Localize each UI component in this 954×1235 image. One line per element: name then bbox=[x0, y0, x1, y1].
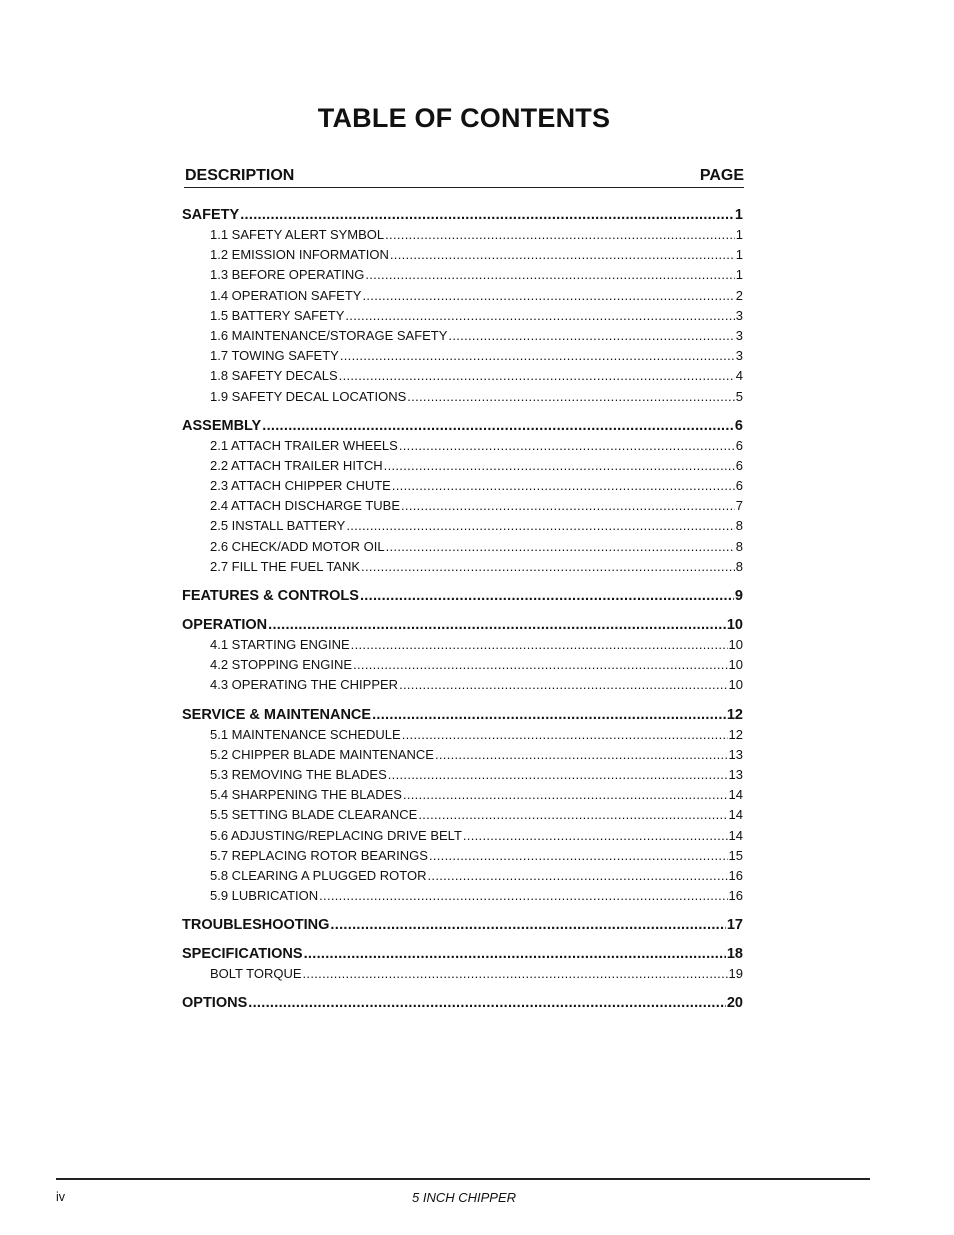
toc-entry[interactable] bbox=[182, 539, 743, 559]
toc-section-heading-label: SPECIFICATIONS bbox=[182, 946, 303, 963]
footer-divider bbox=[56, 1178, 870, 1180]
dot-leader bbox=[303, 966, 728, 981]
toc-entry-label: 1.3 BEFORE OPERATING bbox=[210, 267, 365, 283]
toc-entry-label: 5.2 CHIPPER BLADE MAINTENANCE bbox=[210, 746, 434, 762]
toc-entry-label: 5.3 REMOVING THE BLADES bbox=[210, 766, 387, 782]
toc-section-heading[interactable] bbox=[182, 418, 743, 438]
dot-leader bbox=[372, 707, 726, 723]
dot-leader bbox=[399, 677, 727, 692]
toc-entry[interactable] bbox=[182, 637, 743, 657]
dot-leader bbox=[361, 559, 735, 574]
dot-leader bbox=[362, 288, 734, 303]
toc-section bbox=[182, 617, 743, 698]
toc-section-heading-page: 20 bbox=[726, 995, 743, 1012]
toc-entry[interactable] bbox=[182, 368, 743, 388]
description-column-label: DESCRIPTION bbox=[185, 167, 295, 184]
toc-entry[interactable] bbox=[182, 438, 743, 458]
toc-entry-label: 1.5 BATTERY SAFETY bbox=[210, 307, 345, 323]
toc-entry-page: 10 bbox=[728, 677, 743, 693]
toc-entry-label: 1.4 OPERATION SAFETY bbox=[210, 287, 362, 303]
toc-entry-page: 6 bbox=[735, 437, 743, 453]
dot-leader bbox=[428, 868, 728, 883]
toc-entry-label: 2.4 ATTACH DISCHARGE TUBE bbox=[210, 498, 400, 514]
toc-entry[interactable] bbox=[182, 787, 743, 807]
toc-section-heading-label: SAFETY bbox=[182, 207, 240, 223]
dot-leader bbox=[248, 995, 726, 1011]
toc-entry-page: 1 bbox=[735, 267, 743, 283]
dot-leader bbox=[345, 308, 734, 323]
toc-entry[interactable] bbox=[182, 559, 743, 579]
dot-leader bbox=[262, 418, 734, 434]
toc-section-heading-page: 6 bbox=[734, 417, 743, 434]
toc-section-heading[interactable] bbox=[182, 917, 743, 937]
toc-entry[interactable] bbox=[182, 518, 743, 538]
toc-entry-label: 1.6 MAINTENANCE/STORAGE SAFETY bbox=[210, 327, 448, 343]
toc-entry[interactable] bbox=[182, 288, 743, 308]
toc-entry-page: 10 bbox=[728, 657, 743, 673]
page-title: TABLE OF CONTENTS bbox=[317, 103, 611, 133]
toc-entry-page: 10 bbox=[728, 637, 743, 652]
toc-entry-page: 8 bbox=[735, 518, 743, 534]
toc-entry-label: 1.1 SAFETY ALERT SYMBOL bbox=[210, 227, 385, 242]
toc-section-heading[interactable] bbox=[182, 207, 743, 227]
dot-leader bbox=[268, 617, 726, 633]
toc-section-heading[interactable] bbox=[182, 617, 743, 637]
toc-entry-page: 6 bbox=[735, 478, 743, 494]
toc-entry[interactable] bbox=[182, 328, 743, 348]
dot-leader bbox=[402, 727, 728, 742]
dot-leader bbox=[365, 267, 734, 282]
toc-entry-page: 14 bbox=[728, 787, 743, 803]
dot-leader bbox=[353, 657, 727, 672]
toc-entry[interactable] bbox=[182, 767, 743, 787]
toc-entry-page: 14 bbox=[728, 827, 743, 843]
toc-entry[interactable] bbox=[182, 227, 743, 247]
toc-entry-label: 4.3 OPERATING THE CHIPPER bbox=[210, 677, 399, 693]
toc-entry[interactable] bbox=[182, 389, 743, 409]
dot-leader bbox=[384, 458, 735, 473]
toc-section-heading-page: 18 bbox=[726, 946, 743, 963]
toc-entry-page: 3 bbox=[735, 348, 743, 364]
toc-entry-page: 1 bbox=[735, 227, 743, 242]
toc-entry[interactable] bbox=[182, 727, 743, 747]
toc-entry-label: 5.9 LUBRICATION bbox=[210, 888, 319, 904]
dot-leader bbox=[388, 767, 728, 782]
dot-leader bbox=[340, 348, 735, 363]
dot-leader bbox=[346, 518, 734, 533]
footer-document-title: 5 INCH CHIPPER bbox=[411, 1190, 517, 1205]
toc-entry[interactable] bbox=[182, 888, 743, 908]
toc-section-heading[interactable] bbox=[182, 946, 743, 966]
toc-entry-label: 5.1 MAINTENANCE SCHEDULE bbox=[210, 726, 401, 742]
toc-entry-page: 13 bbox=[728, 746, 743, 762]
dot-leader bbox=[351, 637, 728, 652]
toc-entry[interactable] bbox=[182, 498, 743, 518]
toc-entry-page: 4 bbox=[735, 368, 743, 384]
toc-entry-page: 1 bbox=[735, 247, 743, 263]
toc-section-heading-label: OPERATION bbox=[182, 617, 268, 633]
dot-leader bbox=[319, 888, 727, 903]
toc-entry[interactable] bbox=[182, 348, 743, 368]
toc-entry-label: 1.7 TOWING SAFETY bbox=[210, 348, 339, 364]
toc-entry-label: 1.2 EMISSION INFORMATION bbox=[210, 247, 389, 263]
toc-section-heading-label: FEATURES & CONTROLS bbox=[182, 588, 359, 604]
dot-leader bbox=[407, 389, 735, 404]
dot-leader bbox=[435, 747, 728, 762]
toc-entry[interactable] bbox=[182, 747, 743, 767]
toc-entry-page: 16 bbox=[728, 867, 743, 883]
toc-section bbox=[182, 946, 743, 986]
toc-entry-page: 3 bbox=[735, 327, 743, 343]
toc-entry-label: 5.4 SHARPENING THE BLADES bbox=[210, 787, 402, 803]
dot-leader bbox=[429, 848, 728, 863]
toc-entry-page: 12 bbox=[728, 726, 743, 742]
toc-entry[interactable] bbox=[182, 848, 743, 868]
toc-entry-page: 3 bbox=[735, 307, 743, 323]
page-column-label: PAGE bbox=[699, 167, 744, 184]
footer-page-number: iv bbox=[56, 1190, 66, 1204]
toc-section bbox=[182, 995, 743, 1015]
toc-entry-page: 2 bbox=[735, 287, 743, 303]
toc-section-heading-label: OPTIONS bbox=[182, 995, 248, 1012]
toc-entry-page: 7 bbox=[735, 498, 743, 514]
dot-leader bbox=[240, 207, 734, 223]
toc-section-heading[interactable] bbox=[182, 995, 743, 1015]
dot-leader bbox=[448, 328, 734, 343]
toc-entry-page: 16 bbox=[728, 888, 743, 904]
toc-entry-page: 19 bbox=[728, 966, 743, 982]
dot-leader bbox=[330, 917, 725, 933]
toc-entry-label: 2.1 ATTACH TRAILER WHEELS bbox=[210, 437, 398, 453]
toc-entry[interactable] bbox=[182, 807, 743, 827]
toc-entry[interactable] bbox=[182, 478, 743, 498]
toc-entry-page: 15 bbox=[728, 847, 743, 863]
toc-section-heading-page: 1 bbox=[734, 207, 743, 223]
toc-entry-label: 2.5 INSTALL BATTERY bbox=[210, 518, 346, 534]
toc-entry-page: 5 bbox=[735, 388, 743, 404]
dot-leader bbox=[401, 498, 735, 513]
dot-leader bbox=[339, 368, 735, 383]
toc-section-heading-page: 17 bbox=[726, 917, 743, 934]
toc-entry-label: 2.7 FILL THE FUEL TANK bbox=[210, 558, 361, 574]
dot-leader bbox=[463, 828, 728, 843]
toc-entry-label: 2.6 CHECK/ADD MOTOR OIL bbox=[210, 538, 385, 554]
toc-entry-label: 4.1 STARTING ENGINE bbox=[210, 637, 350, 652]
toc-entry-label: 2.2 ATTACH TRAILER HITCH bbox=[210, 457, 383, 473]
dot-leader bbox=[360, 588, 734, 604]
dot-leader bbox=[392, 478, 735, 493]
dot-leader bbox=[385, 227, 735, 242]
toc-section bbox=[182, 418, 743, 579]
toc-entry[interactable] bbox=[182, 458, 743, 478]
toc-section-heading-page: 9 bbox=[734, 588, 743, 604]
dot-leader bbox=[386, 539, 735, 554]
toc-section bbox=[182, 917, 743, 937]
column-header bbox=[184, 165, 744, 188]
toc-section-heading[interactable] bbox=[182, 588, 743, 608]
toc-entry-label: 5.6 ADJUSTING/REPLACING DRIVE BELT bbox=[210, 827, 462, 843]
toc-entry-label: 1.8 SAFETY DECALS bbox=[210, 368, 338, 384]
toc-list bbox=[182, 207, 743, 1024]
toc-entry[interactable] bbox=[182, 657, 743, 677]
dot-leader bbox=[390, 247, 735, 262]
toc-entry[interactable] bbox=[182, 828, 743, 848]
toc-section-heading-page: 12 bbox=[726, 706, 743, 723]
toc-entry-label: 1.9 SAFETY DECAL LOCATIONS bbox=[210, 388, 407, 404]
toc-entry[interactable] bbox=[182, 267, 743, 287]
toc-section bbox=[182, 588, 743, 608]
toc-section-heading-page: 10 bbox=[726, 617, 743, 633]
toc-section-heading-label: SERVICE & MAINTENANCE bbox=[182, 706, 372, 723]
toc-entry[interactable] bbox=[182, 308, 743, 328]
toc-entry-label: BOLT TORQUE bbox=[210, 966, 302, 982]
toc-entry[interactable] bbox=[182, 677, 743, 697]
toc-entry[interactable] bbox=[182, 247, 743, 267]
toc-section bbox=[182, 207, 743, 409]
toc-entry-page: 8 bbox=[735, 558, 743, 574]
dot-leader bbox=[399, 438, 735, 453]
toc-section bbox=[182, 707, 743, 909]
toc-section-heading-label: ASSEMBLY bbox=[182, 417, 262, 434]
toc-entry-page: 14 bbox=[728, 807, 743, 823]
toc-entry-label: 5.7 REPLACING ROTOR BEARINGS bbox=[210, 847, 428, 863]
toc-entry[interactable] bbox=[182, 966, 743, 986]
toc-entry[interactable] bbox=[182, 868, 743, 888]
toc-section-heading[interactable] bbox=[182, 707, 743, 727]
toc-section-heading-label: TROUBLESHOOTING bbox=[182, 917, 330, 934]
toc-entry-label: 2.3 ATTACH CHIPPER CHUTE bbox=[210, 478, 391, 494]
toc-entry-label: 5.8 CLEARING A PLUGGED ROTOR bbox=[210, 867, 427, 883]
toc-entry-page: 6 bbox=[735, 457, 743, 473]
toc-entry-label: 5.5 SETTING BLADE CLEARANCE bbox=[210, 807, 418, 823]
toc-entry-page: 13 bbox=[728, 766, 743, 782]
dot-leader bbox=[304, 946, 726, 962]
dot-leader bbox=[418, 807, 727, 822]
toc-entry-page: 8 bbox=[735, 538, 743, 554]
dot-leader bbox=[403, 787, 728, 802]
toc-entry-label: 4.2 STOPPING ENGINE bbox=[210, 657, 353, 673]
